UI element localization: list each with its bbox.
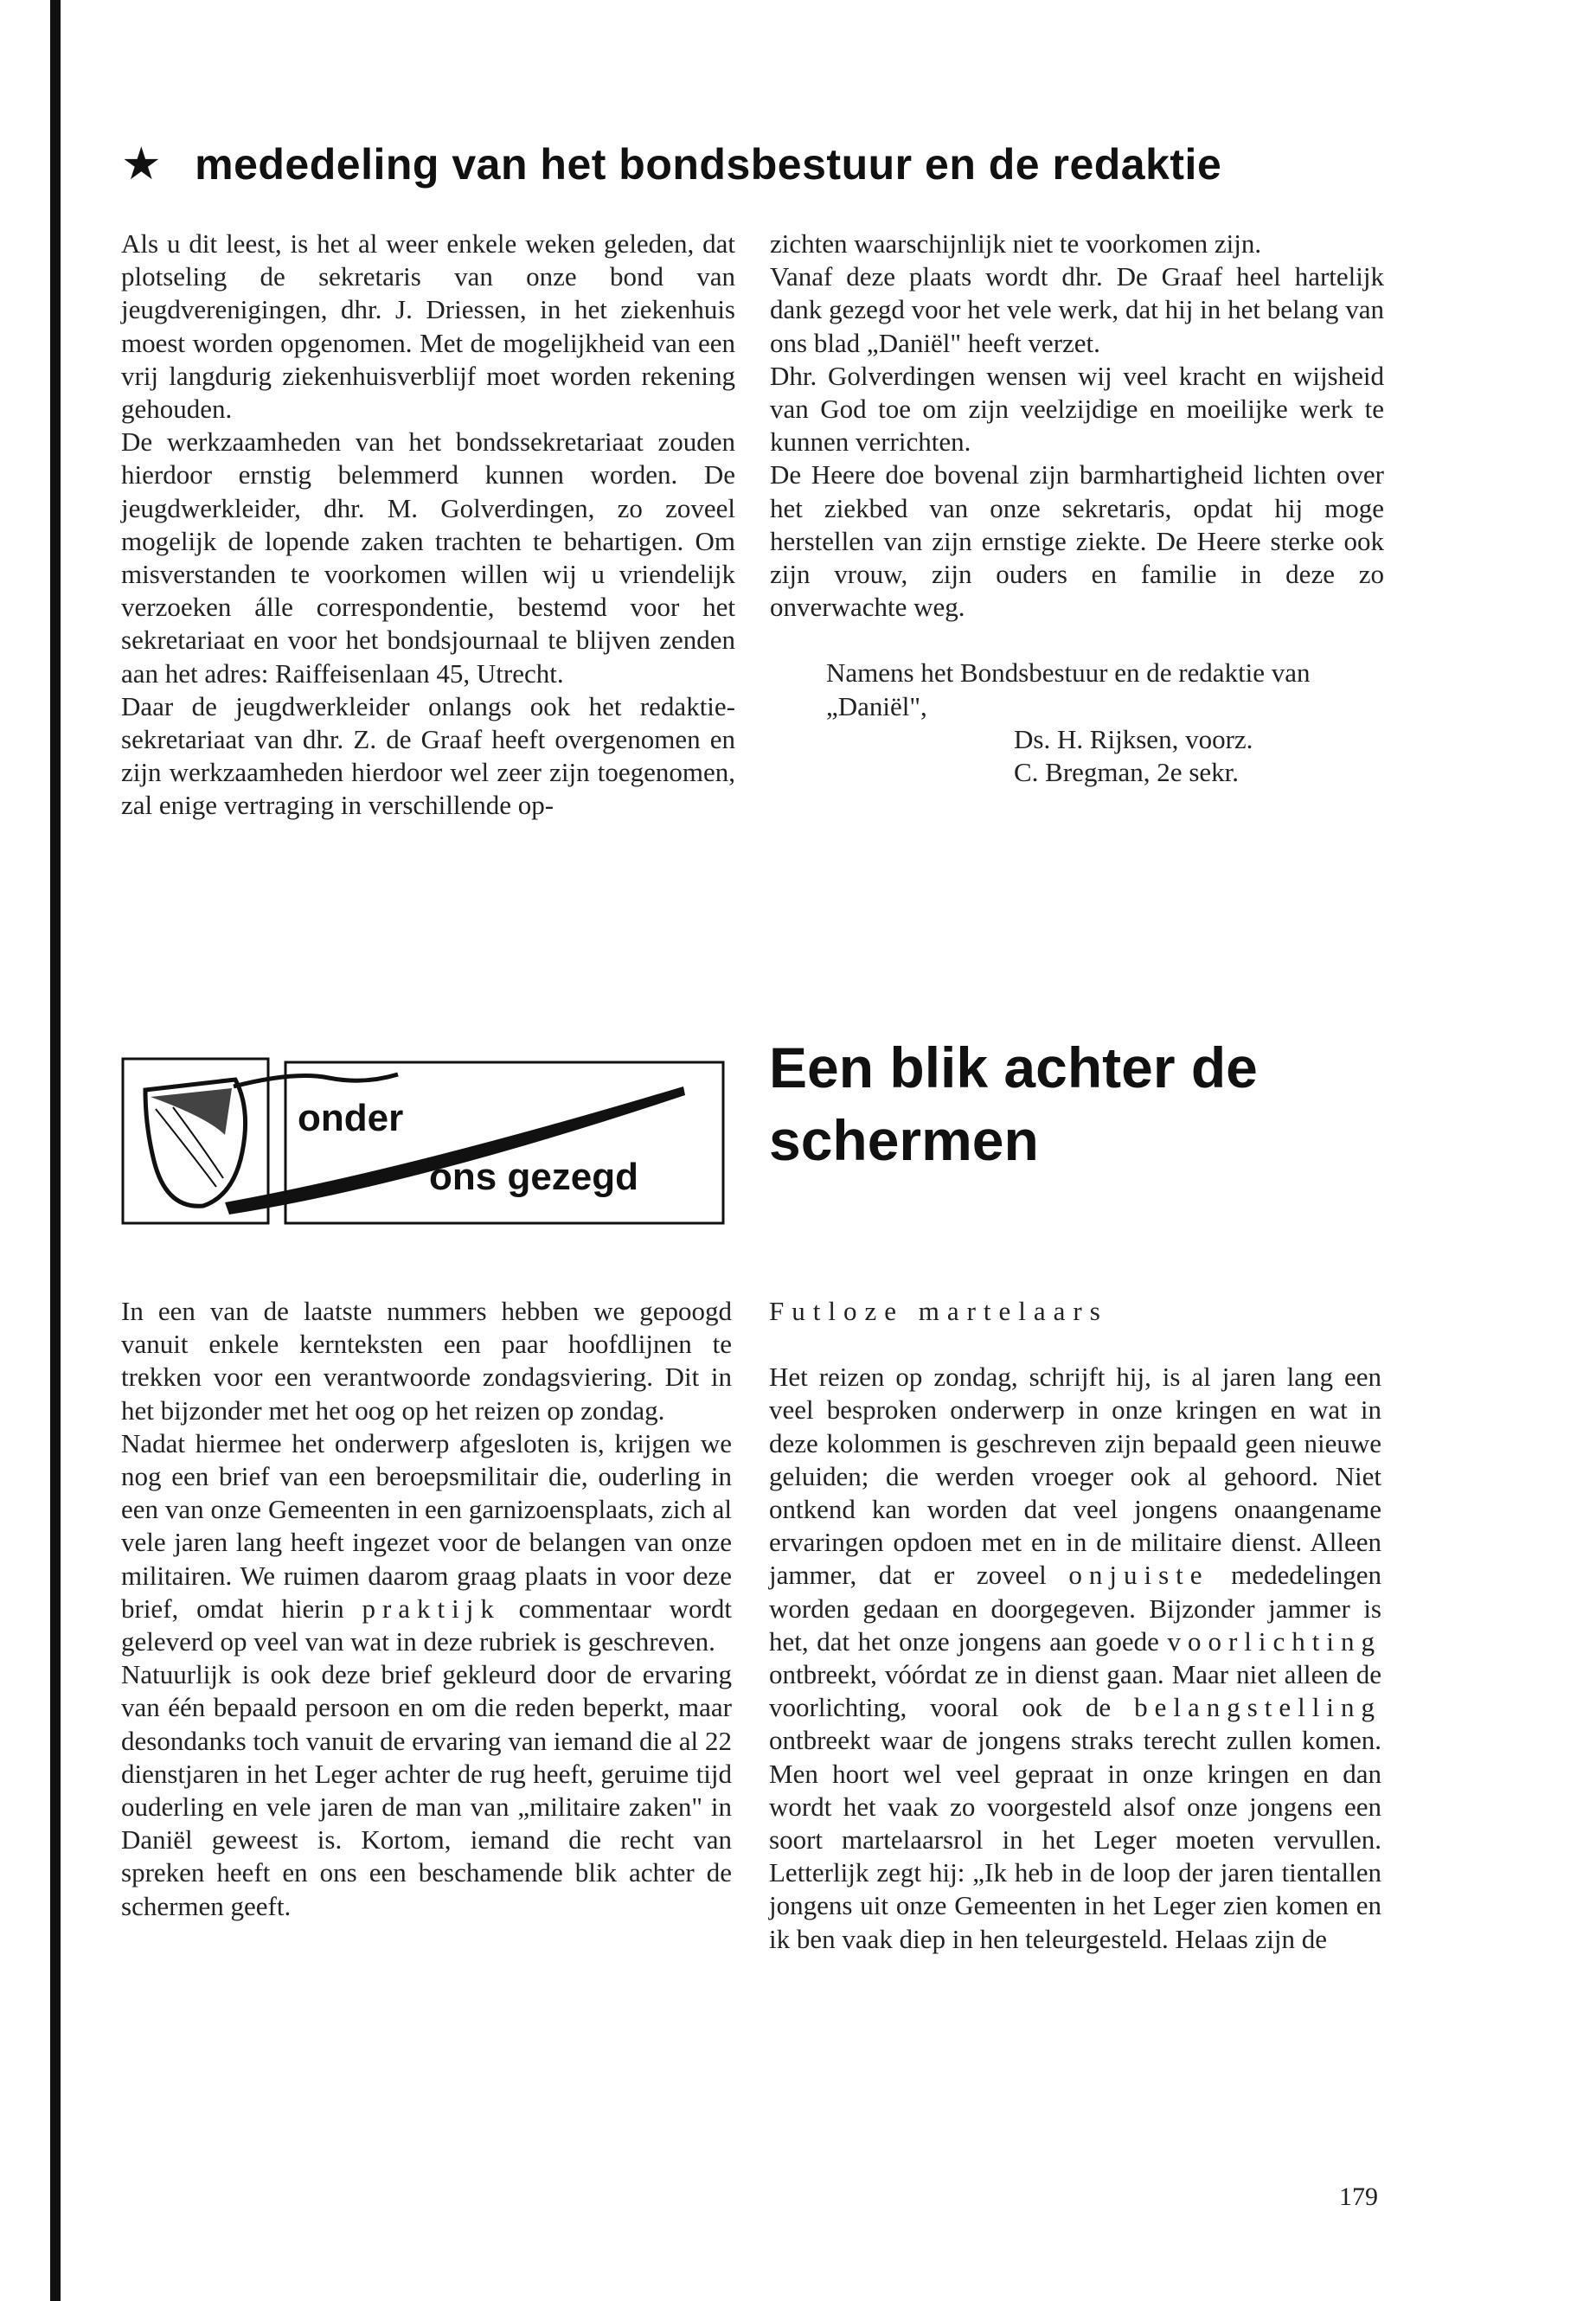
signature-block: [770, 657, 1384, 789]
article-title: Een blik achter de schermen: [769, 1035, 1258, 1172]
emphasis-voorlichting: voorlichting: [1167, 1625, 1382, 1657]
paragraph-text: Nadat hiermee het onderwerp afgesloten is, krijgen we nog een brief van een beroepsmilitair die, ouderling in een van onze Gemeenten in een garnizoensplaats, zich al vele jaren lang heeft ingezet voor de belangen van onze militairen. We ruimen daarom graag plaats in voor deze brief, omdat hierin: [121, 1427, 732, 1624]
notice-left-column: [121, 228, 735, 823]
paragraph: [121, 1427, 732, 1658]
subheading: Futloze martelaars: [769, 1296, 1108, 1326]
emphasis-praktijk: praktijk: [362, 1593, 501, 1624]
paragraph-text: commentaar wordt geleverd op veel van wat in deze rubriek is geschreven.: [121, 1593, 732, 1657]
emphasis-onjuiste: onjuiste: [1068, 1560, 1209, 1591]
logo-word-onder: onder: [298, 1097, 404, 1139]
paragraph: Vanaf deze plaats wordt dhr. De Graaf heel hartelijk dank gezegd voor het vele werk, dat hij in het belang van ons blad „Daniël" heeft verzet.: [770, 261, 1384, 358]
paragraph: Als u dit leest, is het al weer enkele weken geleden, dat plotseling de sekretaris van onze bond van jeugdverenigingen, dhr. J. Driessen, in het ziekenhuis moest worden opgenomen. Met de mogelijkheid van een vrij langdurig ziekenhuisverblijf moet worden rekening gehouden.: [121, 228, 735, 425]
paragraph: Natuurlijk is ook deze brief gekleurd door de ervaring van één bepaald persoon en om die reden beperkt, maar desondanks toch vanuit de ervaring van iemand die al 22 dienstjaren in het Leger achter de rug heeft, geruime tijd ouderling en vele jaren de man van „militaire zaken" in Daniël geweest is. Kortom, iemand die recht van spreken heeft en ons een beschamende blik achter de schermen geeft.: [121, 1659, 732, 1921]
column-logo: [121, 1057, 727, 1227]
logo-word-ons-gezegd: ons gezegd: [429, 1156, 639, 1198]
paragraph: De werkzaamheden van het bondssekretariaat zouden hierdoor ernstig belemmerd kunnen worden. De jeugdwerkleider, dhr. M. Golverdingen, zo zoveel mogelijk de lopende zaken trachten te behartigen. Om misverstanden te voorkomen willen wij u vriendelijk verzoeken álle correspondentie, bestemd voor het sekretariaat en voor het bondsjournaal te blijven zenden aan het adres: Raiffeisenlaan 45, Utrecht.: [121, 426, 735, 689]
binding-margin-bar: [50, 0, 61, 2301]
paragraph-text: Het reizen op zondag, schrijft hij, is al jaren lang een veel besproken onderwerp in onze kringen en wat in deze kolommen is geschreven zijn bepaald geen nieuwe geluiden; die werden vroeger ook al gehoord. Niet ontkend kan worden dat veel jongens onaangename ervaringen opdoen met en in de militaire dienst. Alleen jammer, dat er zoveel: [769, 1362, 1381, 1591]
page-number: 179: [1339, 2182, 1378, 2211]
paragraph-text: ontbreekt waar de jongens straks terecht zullen komen. Men hoort wel veel gepraat in onze kringen en dan wordt het vaak zo voorgesteld alsof onze jongens een soort martelaarsrol in het Leger moeten vervullen. Letterlijk zegt hij: „Ik heb in de loop der jaren tientallen jongens uit onze Gemeenten in het Leger zien komen en ik ben vaak diep in hen teleurgesteld. Helaas zijn de: [769, 1725, 1381, 1954]
paragraph: Daar de jeugdwerkleider onlangs ook het redaktie-sekretariaat van dhr. Z. de Graaf heeft overgenomen en zijn werkzaamheden hierdoor wel zeer zijn toegenomen, zal enige vertraging in verschillende op-: [121, 690, 735, 821]
paragraph: zichten waarschijnlijk niet te voorkomen zijn.: [770, 228, 1262, 259]
article-left-column: [121, 1295, 732, 1923]
paragraph-text: ontbreekt, vóórdat ze in dienst gaan. Maar niet alleen de voorlichting, vooral ook de: [769, 1659, 1381, 1723]
paragraph: In een van de laatste nummers hebben we gepoogd vanuit enkele kernteksten een paar hoofdlijnen te trekken voor een verantwoorde zondagsviering. Dit in het bijzonder met het oog op het reizen op zondag.: [121, 1296, 732, 1426]
paragraph: [769, 1361, 1381, 1956]
emphasis-belangstelling: belangstelling: [1134, 1692, 1381, 1723]
article-right-column: [769, 1295, 1381, 1956]
pipe-logo-illustration: [121, 1057, 727, 1227]
notice-heading: [121, 138, 1419, 190]
paragraph: De Heere doe bovenal zijn barmhartigheid lichten over het ziekbed van onze sekretaris, opdat hij moge herstellen van zijn ernstige ziekte. De Heere sterke ook zijn vrouw, zijn ouders en familie in deze zo onverwachte weg.: [770, 459, 1384, 623]
notice-title-text: mededeling van het bondsbestuur en de redaktie: [195, 140, 1222, 189]
paragraph: Dhr. Golverdingen wensen wij veel kracht en wijsheid van God toe om zijn veelzijdige en moeilijke werk te kunnen verrichten.: [770, 360, 1384, 458]
paragraph-text: mededelingen worden gedaan en doorgegeven. Bijzonder jammer is het, dat het onze jongens aan goede: [769, 1560, 1381, 1657]
signature-name-secretary: C. Bregman, 2e sekr.: [1014, 757, 1240, 788]
star-icon: ★: [121, 139, 163, 189]
notice-right-column: [770, 228, 1384, 789]
smoke-wave-icon: [234, 1074, 398, 1086]
signature-greeting: Namens het Bondsbestuur en de redaktie van „Daniël",: [826, 657, 1311, 721]
signature-name-chair: Ds. H. Rijksen, voorz.: [1014, 723, 1253, 754]
